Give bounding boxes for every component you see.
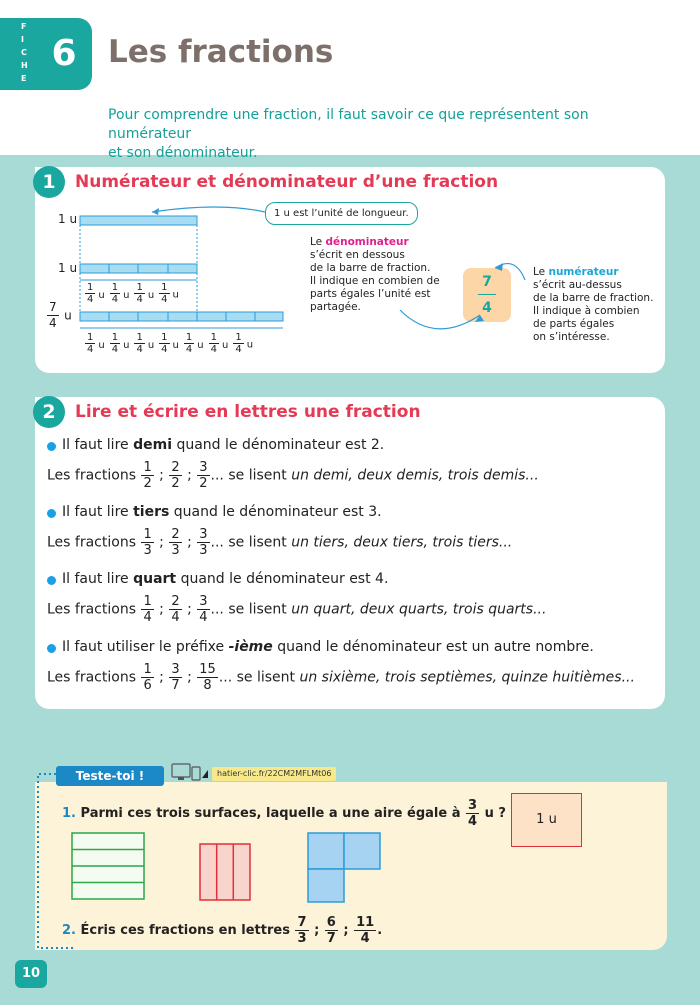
q-unit: u [172,289,179,301]
rule-keyword: quart [133,571,177,587]
separator: ; [187,534,192,551]
example-reading: un quart, deux quarts, trois quarts... [291,601,547,618]
num-line: Il indique à combien [533,305,640,317]
separator: ; [187,669,192,686]
frac-num: 1 [143,527,152,542]
page-title: Les fractions [108,34,334,70]
frac-num: 2 [171,527,180,542]
q2-number: 2. [62,923,76,938]
rule-3-example [47,594,546,625]
frac-num: 3 [171,662,180,677]
fiche-letter: C [21,48,27,57]
q-num: 1 [111,282,119,293]
frac-num: 1 [143,594,152,609]
rule-2-example [47,527,512,558]
q-num: 1 [87,282,94,293]
section-1-title: Numérateur et dénominateur d’une fraction [75,172,499,192]
q-num: 1 [111,332,119,343]
q-den: 4 [235,344,242,355]
fiche-tab [0,18,36,90]
q-unit: u [98,289,105,301]
rule-keyword: -ième [228,639,273,655]
q-den: 4 [161,294,168,305]
separator: ; [187,601,192,618]
frac-den: 2 [199,476,208,491]
example-reading: un tiers, deux tiers, trois tiers... [291,534,513,551]
q2-frac-num: 6 [326,915,336,930]
hatier-link[interactable]: hatier-clic.fr/22CM2MFLMt06 [212,767,336,781]
numerator-explanation [533,266,663,344]
q-den: 4 [136,294,143,305]
surface-shapes [70,830,390,905]
num-line: s’écrit au-dessus [533,279,622,291]
blue-shape[interactable] [308,833,380,902]
row-label-1: 1 u [58,212,78,226]
q-unit: u [98,339,105,351]
intro-line: et son dénominateur. [108,145,258,161]
rule-text: Il faut lire [62,571,134,587]
frac-den: 3 [199,543,208,558]
rule-text: Il faut lire [62,504,134,520]
den-pre: Le [310,236,326,248]
fiche-letter: E [21,74,27,83]
rule-4-example [47,662,635,693]
q2-frac-num: 11 [356,915,375,930]
separator: ; [159,534,164,551]
example-mid: ... se lisent [210,601,292,618]
rule-keyword: demi [133,437,172,453]
q-den: 4 [111,344,119,355]
example-reading: un sixième, trois septièmes, quinze huitièmes... [299,669,635,686]
q-num: 1 [136,282,143,293]
example-lead: Les fractions [47,601,136,618]
rule-text: quand le dénominateur est 4. [176,571,389,587]
q-unit: u [197,339,204,351]
q-den: 4 [87,294,94,305]
separator: ; [314,923,320,938]
arrow-head [475,315,484,322]
row-label-3 [46,300,72,331]
fiche-number: 6 [36,18,92,90]
unit-label: u [64,308,72,323]
num-line: de parts égales [533,318,615,330]
q-den: 4 [136,344,143,355]
question-1 [62,798,506,829]
q2-text: Écris ces fractions en lettres [80,923,290,938]
example-mid: ... se lisent [218,669,300,686]
q-unit: u [147,339,155,351]
unit-square: 1 u [511,793,582,847]
frac-den: 2 [171,476,180,491]
fiche-letter: F [21,22,27,31]
intro-text [108,106,668,163]
fiche-letter: H [21,61,28,70]
example-lead: Les fractions [47,669,136,686]
separator: ; [343,923,349,938]
rule-2 [62,504,382,520]
unit-bar [80,216,197,225]
example-mid: ... se lisent [210,467,292,484]
separator: ; [159,669,164,686]
frac-num: 15 [199,662,216,677]
q2-frac-den: 4 [360,931,370,946]
q1-text: Parmi ces trois surfaces, laquelle a une aire égale à [80,806,461,821]
frac-den: 4 [143,610,152,625]
den-line: Il indique en combien de [310,275,440,287]
num-pre: Le [533,266,549,278]
rule-text: Il faut lire [62,437,134,453]
callout-arrow [152,207,265,212]
separator: ; [159,467,164,484]
rule-bullet [47,442,56,451]
den-line: s’écrit en dessous [310,249,405,261]
fraction-numerator: 7 [49,300,57,314]
rule-bullet [47,576,56,585]
num-word: numérateur [548,266,619,278]
q-num: 1 [235,332,242,343]
rule-1 [62,437,384,453]
section-1-badge: 1 [33,166,65,198]
red-shape[interactable] [200,844,250,900]
frac-num: 2 [171,594,180,609]
teste-toi-tag: Teste-toi ! [56,766,164,786]
explanation-arrows [395,250,535,340]
q-unit: u [123,289,130,301]
q-unit: u [147,289,155,301]
q1-unit: u ? [484,806,506,821]
rule-text: quand le dénominateur est 2. [172,437,385,453]
q-unit: u [123,339,130,351]
den-arrow [400,310,480,329]
q2-end: . [377,923,383,938]
q1-number: 1. [62,806,76,821]
q-num: 1 [136,332,143,343]
rule-4 [62,639,594,655]
den-line: parts égales l’unité est [310,288,431,300]
box-numerator: 7 [482,274,492,290]
frac-den: 3 [143,543,152,558]
rule-text: Il faut utiliser le préfixe [62,639,229,655]
section-2-badge: 2 [33,396,65,428]
num-line: de la barre de fraction. [533,292,654,304]
row-label-2: 1 u [58,261,78,275]
q-den: 4 [210,344,217,355]
q2-frac-num: 7 [297,915,307,930]
section-2-title: Lire et écrire en lettres une fraction [75,402,421,422]
green-shape[interactable] [72,833,144,899]
frac-den: 8 [203,678,212,693]
intro-line: Pour comprendre une fraction, il faut savoir ce que représentent son numérateur [108,107,589,142]
computer-icon [170,762,210,784]
frac-num: 1 [143,460,152,475]
quarter-labels-row2 [84,282,179,305]
q-unit: u [172,339,179,351]
q-den: 4 [111,294,119,305]
q-num: 1 [161,282,168,293]
unit-callout: 1 u est l’unité de longueur. [265,202,418,225]
q-den: 4 [161,344,168,355]
quarter-labels-row3 [84,332,253,355]
q1-frac-num: 3 [468,798,478,813]
q1-frac-den: 4 [468,814,478,829]
q-unit: u [221,339,229,351]
q2-frac-den: 7 [326,931,336,946]
frac-den: 4 [199,610,208,625]
frac-num: 2 [171,460,180,475]
num-line: on s’intéresse. [533,331,610,343]
page-number: 10 [15,960,47,988]
q-den: 4 [87,344,94,355]
question-2 [62,915,382,946]
frac-num: 3 [199,460,208,475]
rule-1-example [47,460,539,491]
q-num: 1 [210,332,217,343]
rule-bullet [47,644,56,653]
frac-num: 3 [199,527,208,542]
q-num: 1 [185,332,193,343]
rule-text: quand le dénominateur est un autre nombre. [272,639,594,655]
example-lead: Les fractions [47,534,136,551]
arrow-head [152,208,159,215]
q-num: 1 [161,332,168,343]
den-line: partagée. [310,301,361,313]
q-num: 1 [87,332,94,343]
example-reading: un demi, deux demis, trois demis... [291,467,539,484]
frac-num: 1 [143,662,152,677]
fraction-denominator: 4 [49,316,57,330]
frac-den: 4 [171,610,180,625]
separator: ; [187,467,192,484]
fiche-letter: I [21,35,24,44]
frac-num: 3 [199,594,208,609]
box-denominator: 4 [482,300,492,316]
rule-text: quand le dénominateur est 3. [169,504,382,520]
seven-quarters-bar [80,312,283,321]
frac-den: 2 [143,476,152,491]
den-word: dénominateur [325,236,409,248]
den-line: de la barre de fraction. [310,262,431,274]
rule-3 [62,571,388,587]
rule-bullet [47,509,56,518]
separator: ; [159,601,164,618]
rule-keyword: tiers [133,504,170,520]
example-lead: Les fractions [47,467,136,484]
frac-den: 7 [171,678,180,693]
q-den: 4 [185,344,193,355]
q-unit: u [246,339,254,351]
frac-den: 6 [143,678,152,693]
example-mid: ... se lisent [210,534,292,551]
frac-den: 3 [171,543,180,558]
q2-frac-den: 3 [297,931,307,946]
